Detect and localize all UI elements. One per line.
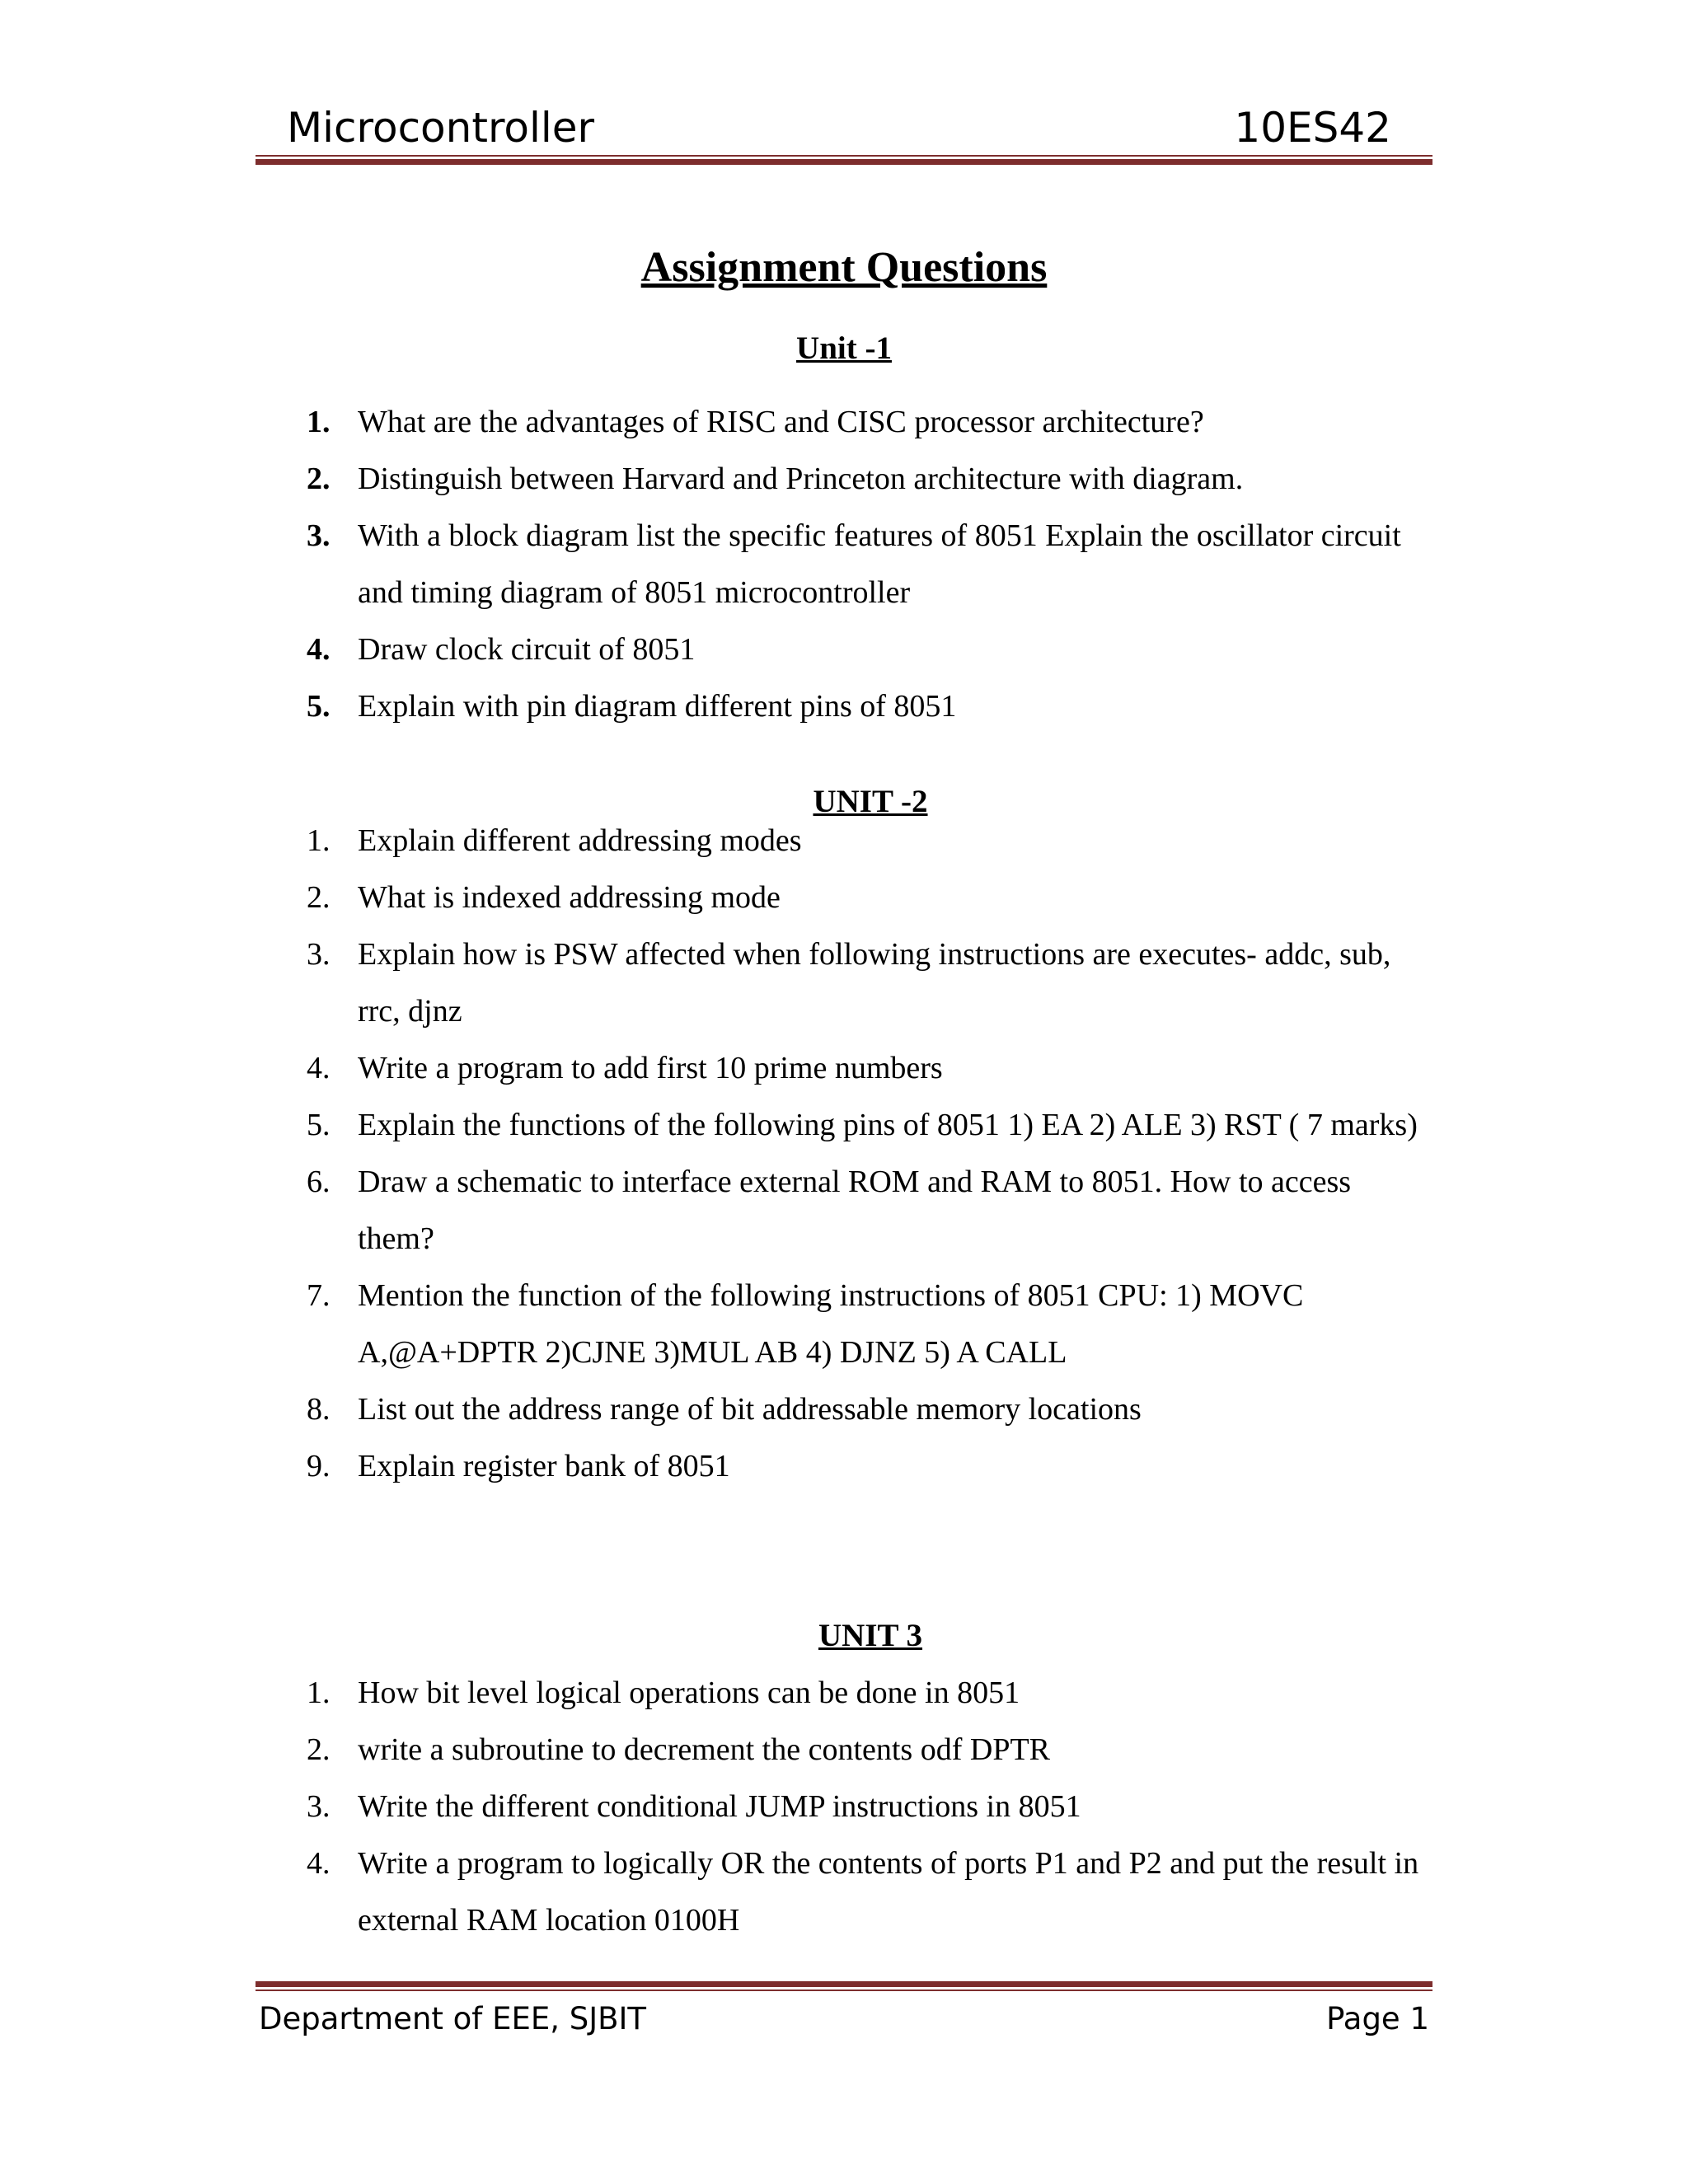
list-item [307, 394, 1428, 451]
question-number: 4. [307, 632, 331, 667]
question-text: What is indexed addressing mode [358, 880, 781, 915]
page-header [287, 97, 1391, 158]
question-number: 5. [307, 1108, 331, 1142]
unit-3-heading: UNIT 3 [818, 1618, 923, 1653]
question-text: Explain the functions of the following pins of 8051 1) EA 2) ALE 3) RST ( 7 marks) [358, 1108, 1418, 1142]
list-item [307, 621, 1428, 678]
list-item [307, 508, 1428, 621]
question-number: 7. [307, 1278, 331, 1313]
unit-2-heading: UNIT -2 [813, 784, 928, 819]
question-text: Distinguish between Harvard and Princeton architecture with diagram. [358, 462, 1244, 496]
header-rule-thick [256, 159, 1432, 165]
question-number: 2. [307, 1732, 331, 1767]
question-text: With a block diagram list the specific features of 8051 Explain the oscillator circuit and timing diagram of 8051 microcontroller [358, 518, 1401, 610]
list-item [307, 1438, 1428, 1495]
footer-department: Department of EEE, SJBIT [259, 2001, 647, 2036]
question-text: List out the address range of bit addressable memory locations [358, 1392, 1142, 1427]
question-text: Mention the function of the following instructions of 8051 CPU: 1) MOVC A,@A+DPTR 2)CJNE 3)MUL AB 4) DJNZ 5) A CALL [358, 1278, 1304, 1370]
question-number: 4. [307, 1846, 331, 1881]
question-text: Write the different conditional JUMP instructions in 8051 [358, 1789, 1081, 1824]
question-text: Explain how is PSW affected when following instructions are executes- addc, sub, rrc, djnz [358, 937, 1391, 1029]
list-item [307, 1381, 1428, 1438]
question-number: 2. [307, 880, 331, 915]
question-number: 8. [307, 1392, 331, 1427]
unit-1-question-list [307, 394, 1428, 735]
header-subject: Microcontroller [287, 104, 595, 152]
question-number: 5. [307, 689, 331, 724]
list-item [307, 1779, 1428, 1835]
question-text: Draw clock circuit of 8051 [358, 632, 696, 667]
list-item [307, 1268, 1428, 1381]
header-course-code: 10ES42 [1234, 104, 1391, 152]
question-number: 1. [307, 1675, 331, 1710]
question-number: 4. [307, 1051, 331, 1085]
list-item [307, 451, 1428, 508]
footer-rule-thin [256, 1990, 1432, 1991]
document-title: Assignment Questions [640, 244, 1048, 291]
question-text: Write a program to add first 10 prime numbers [358, 1051, 943, 1085]
question-text: Explain with pin diagram different pins of 8051 [358, 689, 957, 724]
list-item [307, 1154, 1428, 1268]
question-number: 6. [307, 1165, 331, 1199]
list-item [307, 1665, 1428, 1722]
question-text: Write a program to logically OR the contents of ports P1 and P2 and put the result in external RAM location 0100H [358, 1846, 1419, 1938]
question-text: Explain register bank of 8051 [358, 1449, 730, 1483]
question-text: Draw a schematic to interface external ROM and RAM to 8051. How to access them? [358, 1165, 1352, 1256]
question-number: 2. [307, 462, 331, 496]
list-item [307, 926, 1428, 1040]
question-text: How bit level logical operations can be done in 8051 [358, 1675, 1020, 1710]
page-footer [259, 1994, 1429, 2044]
question-text: What are the advantages of RISC and CISC processor architecture? [358, 405, 1204, 439]
question-number: 9. [307, 1449, 331, 1483]
unit-2-question-list [307, 813, 1428, 1495]
list-item [307, 1722, 1428, 1779]
list-item [307, 1040, 1428, 1097]
question-number: 3. [307, 937, 331, 972]
header-rule-thin [256, 155, 1432, 157]
question-text: Explain different addressing modes [358, 823, 802, 858]
unit-1-heading: Unit -1 [796, 330, 892, 366]
question-number: 1. [307, 405, 331, 439]
footer-rule-thick [256, 1981, 1432, 1987]
question-number: 1. [307, 823, 331, 858]
question-number: 3. [307, 518, 331, 553]
list-item [307, 678, 1428, 735]
list-item [307, 813, 1428, 869]
list-item [307, 1097, 1428, 1154]
unit-3-question-list [307, 1665, 1428, 1949]
list-item [307, 869, 1428, 926]
list-item [307, 1835, 1428, 1949]
question-text: write a subroutine to decrement the contents odf DPTR [358, 1732, 1051, 1767]
question-number: 3. [307, 1789, 331, 1824]
footer-page-number: Page 1 [1326, 2001, 1429, 2036]
